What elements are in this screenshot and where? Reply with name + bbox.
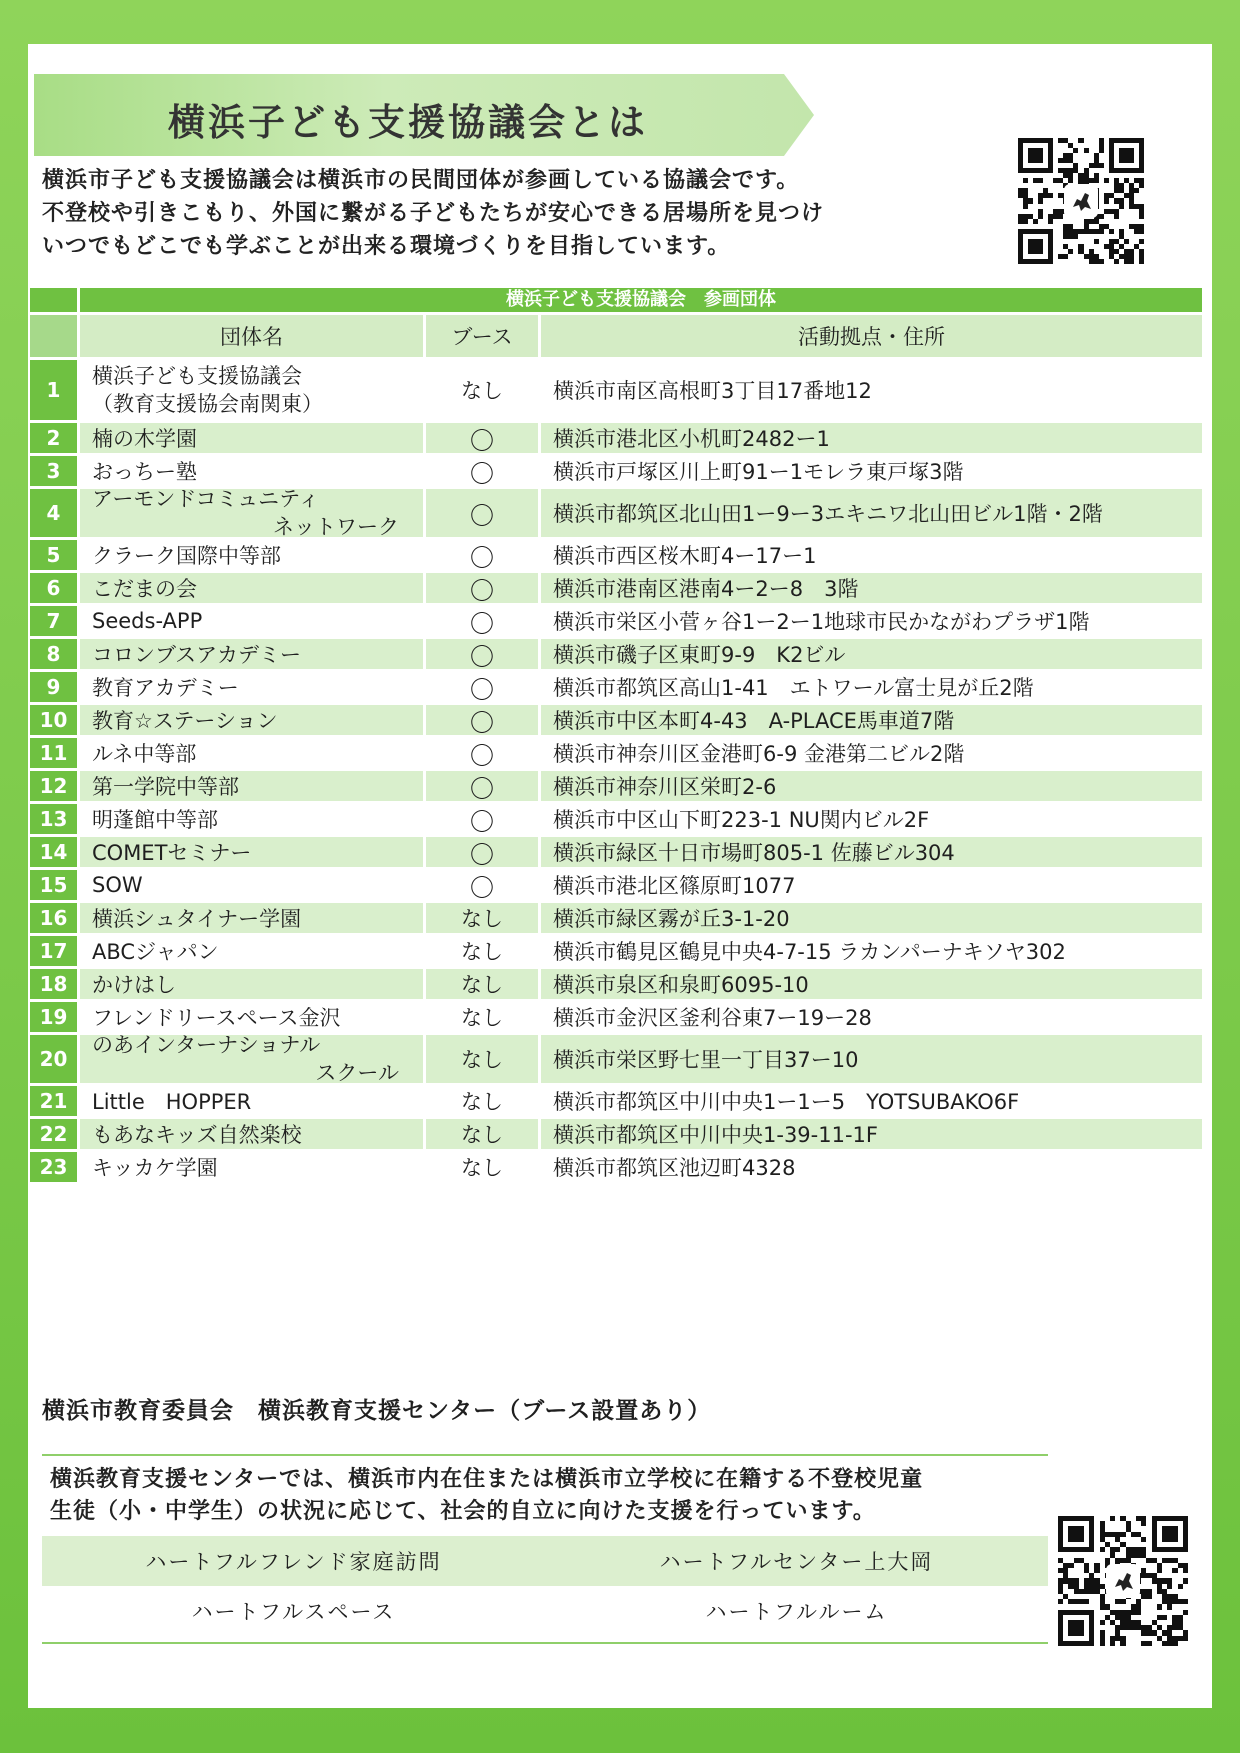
table-row bbox=[30, 804, 1202, 834]
booth-indicator: なし bbox=[426, 1119, 538, 1149]
table-row bbox=[30, 489, 1202, 537]
org-address: 横浜市緑区霧が丘3-1-20 bbox=[541, 903, 1202, 933]
qr-code-icon[interactable] bbox=[1058, 1516, 1188, 1646]
page-title: 横浜子ども支援協議会とは bbox=[168, 101, 648, 144]
org-name bbox=[80, 1035, 423, 1083]
program-item: ハートフルスペース bbox=[191, 1600, 396, 1624]
table-row bbox=[30, 1035, 1202, 1083]
org-address: 横浜市都筑区池辺町4328 bbox=[541, 1152, 1202, 1182]
org-name: 教育☆ステーション bbox=[80, 705, 423, 735]
intro-line: 横浜市子ども支援協議会は横浜市の民間団体が参画している協議会です。 bbox=[42, 168, 800, 193]
row-number: 20 bbox=[30, 1035, 77, 1083]
header-booth: ブース bbox=[426, 315, 538, 357]
org-name: 楠の木学園 bbox=[80, 423, 423, 453]
org-address: 横浜市鶴見区鶴見中央4-7-15 ラカンパーナキソヤ302 bbox=[541, 936, 1202, 966]
row-number: 12 bbox=[30, 771, 77, 801]
org-address: 横浜市中区山下町223-1 NU関内ビル2F bbox=[541, 804, 1202, 834]
row-number: 11 bbox=[30, 738, 77, 768]
program-item: ハートフルセンター上大岡 bbox=[659, 1550, 934, 1574]
row-number: 9 bbox=[30, 672, 77, 702]
org-name-line: （教育支援協会南関東） bbox=[92, 392, 323, 416]
row-number: 22 bbox=[30, 1119, 77, 1149]
center-desc-line: 横浜教育支援センターでは、横浜市内在住または横浜市立学校に在籍する不登校児童 bbox=[50, 1467, 924, 1492]
table-row bbox=[30, 639, 1202, 669]
row-number: 10 bbox=[30, 705, 77, 735]
org-name: フレンドリースペース金沢 bbox=[80, 1002, 423, 1032]
row-number: 4 bbox=[30, 489, 77, 537]
org-name: 第一学院中等部 bbox=[80, 771, 423, 801]
booth-indicator: なし bbox=[426, 936, 538, 966]
org-address: 横浜市都筑区中川中央1-39-11-1F bbox=[541, 1119, 1202, 1149]
org-address: 横浜市神奈川区栄町2-6 bbox=[541, 771, 1202, 801]
booth-indicator: 〇 bbox=[426, 639, 538, 669]
org-address: 横浜市緑区十日市場町805-1 佐藤ビル304 bbox=[541, 837, 1202, 867]
table-row bbox=[30, 969, 1202, 999]
row-number: 19 bbox=[30, 1002, 77, 1032]
booth-indicator: なし bbox=[426, 360, 538, 420]
org-name-line: ネットワーク bbox=[273, 515, 399, 539]
org-address: 横浜市都筑区高山1-41 エトワール富士見が丘2階 bbox=[541, 672, 1202, 702]
header-number-cell bbox=[30, 315, 77, 357]
row-number: 15 bbox=[30, 870, 77, 900]
table-row bbox=[30, 870, 1202, 900]
intro-line: 不登校や引きこもり、外国に繋がる子どもたちが安心できる居場所を見つけ bbox=[42, 201, 825, 226]
booth-indicator: なし bbox=[426, 1152, 538, 1182]
row-number: 16 bbox=[30, 903, 77, 933]
org-address: 横浜市金沢区釜利谷東7ー19ー28 bbox=[541, 1002, 1202, 1032]
org-name bbox=[80, 489, 423, 537]
org-address: 横浜市港南区港南4ー2ー8 3階 bbox=[541, 573, 1202, 603]
org-name: SOW bbox=[80, 870, 423, 900]
booth-indicator: なし bbox=[426, 1035, 538, 1083]
booth-indicator: 〇 bbox=[426, 738, 538, 768]
org-address: 横浜市中区本町4-43 A-PLACE馬車道7階 bbox=[541, 705, 1202, 735]
table-header-row bbox=[30, 315, 1202, 357]
org-address: 横浜市栄区小菅ヶ谷1ー2ー1地球市民かながわプラザ1階 bbox=[541, 606, 1202, 636]
row-number: 1 bbox=[30, 360, 77, 420]
booth-indicator: なし bbox=[426, 969, 538, 999]
row-number: 7 bbox=[30, 606, 77, 636]
org-name-line: 横浜子ども支援協議会 bbox=[92, 364, 302, 388]
booth-indicator: 〇 bbox=[426, 456, 538, 486]
row-number: 17 bbox=[30, 936, 77, 966]
booth-indicator: なし bbox=[426, 1002, 538, 1032]
intro-text bbox=[42, 164, 992, 263]
booth-indicator: 〇 bbox=[426, 606, 538, 636]
table-row bbox=[30, 1002, 1202, 1032]
table-row bbox=[30, 1152, 1202, 1182]
center-description bbox=[42, 1456, 1048, 1528]
divider bbox=[42, 1642, 1048, 1644]
header-name: 団体名 bbox=[80, 315, 423, 357]
org-name: Little HOPPER bbox=[80, 1086, 423, 1116]
table-row bbox=[30, 936, 1202, 966]
table-row bbox=[30, 1119, 1202, 1149]
table-row bbox=[30, 1086, 1202, 1116]
program-row bbox=[42, 1536, 1048, 1586]
booth-indicator: 〇 bbox=[426, 540, 538, 570]
table-row bbox=[30, 423, 1202, 453]
booth-indicator: なし bbox=[426, 903, 538, 933]
row-number: 2 bbox=[30, 423, 77, 453]
org-name: コロンブスアカデミー bbox=[80, 639, 423, 669]
org-name bbox=[80, 360, 423, 420]
table-row bbox=[30, 705, 1202, 735]
intro-line: いつでもどこでも学ぶことが出来る環境づくりを目指しています。 bbox=[42, 234, 731, 259]
table-row bbox=[30, 903, 1202, 933]
table-row bbox=[30, 540, 1202, 570]
org-name: COMETセミナー bbox=[80, 837, 423, 867]
booth-indicator: 〇 bbox=[426, 705, 538, 735]
table-row bbox=[30, 672, 1202, 702]
org-name: ルネ中等部 bbox=[80, 738, 423, 768]
row-number: 14 bbox=[30, 837, 77, 867]
org-address: 横浜市都筑区北山田1ー9ー3エキニワ北山田ビル1階・2階 bbox=[541, 489, 1202, 537]
org-name-line: アーモンドコミュニティ bbox=[92, 487, 320, 511]
center-box bbox=[42, 1454, 1048, 1644]
row-number: 3 bbox=[30, 456, 77, 486]
program-item: ハートフルフレンド家庭訪問 bbox=[145, 1550, 442, 1574]
table-body bbox=[30, 360, 1202, 1182]
dinosaur-icon bbox=[1064, 184, 1098, 218]
member-table bbox=[30, 288, 1202, 1182]
org-name: キッカケ学園 bbox=[80, 1152, 423, 1182]
booth-indicator: 〇 bbox=[426, 423, 538, 453]
org-name: クラーク国際中等部 bbox=[80, 540, 423, 570]
center-desc-line: 生徒（小・中学生）の状況に応じて、社会的自立に向けた支援を行っています。 bbox=[50, 1499, 876, 1524]
booth-indicator: 〇 bbox=[426, 489, 538, 537]
caption-spacer bbox=[30, 288, 77, 312]
qr-code-icon[interactable] bbox=[1018, 138, 1144, 264]
row-number: 23 bbox=[30, 1152, 77, 1182]
org-name-line: のあインターナショナル bbox=[92, 1033, 321, 1057]
booth-indicator: 〇 bbox=[426, 672, 538, 702]
dinosaur-icon bbox=[1106, 1564, 1140, 1598]
program-grid bbox=[42, 1536, 1048, 1636]
booth-indicator: 〇 bbox=[426, 804, 538, 834]
table-row bbox=[30, 360, 1202, 420]
org-name: もあなキッズ自然楽校 bbox=[80, 1119, 423, 1149]
row-number: 5 bbox=[30, 540, 77, 570]
row-number: 8 bbox=[30, 639, 77, 669]
org-name: 教育アカデミー bbox=[80, 672, 423, 702]
org-name: おっちー塾 bbox=[80, 456, 423, 486]
org-address: 横浜市西区桜木町4ー17ー1 bbox=[541, 540, 1202, 570]
row-number: 6 bbox=[30, 573, 77, 603]
org-address: 横浜市都筑区中川中央1ー1ー5 YOTSUBAKO6F bbox=[541, 1086, 1202, 1116]
org-name-line: スクール bbox=[315, 1061, 399, 1085]
org-name: かけはし bbox=[80, 969, 423, 999]
table-row bbox=[30, 771, 1202, 801]
program-item: ハートフルルーム bbox=[705, 1600, 888, 1624]
center-heading: 横浜市教育委員会 横浜教育支援センター（ブース設置あり） bbox=[42, 1398, 712, 1424]
booth-indicator: 〇 bbox=[426, 573, 538, 603]
row-number: 13 bbox=[30, 804, 77, 834]
table-row bbox=[30, 738, 1202, 768]
table-row bbox=[30, 573, 1202, 603]
org-name: こだまの会 bbox=[80, 573, 423, 603]
table-caption: 横浜子ども支援協議会 参画団体 bbox=[80, 288, 1202, 312]
org-name: 明蓬館中等部 bbox=[80, 804, 423, 834]
org-address: 横浜市港北区小机町2482ー1 bbox=[541, 423, 1202, 453]
org-address: 横浜市港北区篠原町1077 bbox=[541, 870, 1202, 900]
org-address: 横浜市泉区和泉町6095-10 bbox=[541, 969, 1202, 999]
org-address: 横浜市栄区野七里一丁目37ー10 bbox=[541, 1035, 1202, 1083]
row-number: 18 bbox=[30, 969, 77, 999]
table-row bbox=[30, 456, 1202, 486]
header-address: 活動拠点・住所 bbox=[541, 315, 1202, 357]
org-address: 横浜市南区高根町3丁目17番地12 bbox=[541, 360, 1202, 420]
org-address: 横浜市神奈川区金港町6-9 金港第二ビル2階 bbox=[541, 738, 1202, 768]
table-caption-row bbox=[30, 288, 1202, 312]
org-name: ABCジャパン bbox=[80, 936, 423, 966]
org-name: Seeds-APP bbox=[80, 606, 423, 636]
table-row bbox=[30, 606, 1202, 636]
org-name: 横浜シュタイナー学園 bbox=[80, 903, 423, 933]
booth-indicator: なし bbox=[426, 1086, 538, 1116]
booth-indicator: 〇 bbox=[426, 870, 538, 900]
booth-indicator: 〇 bbox=[426, 771, 538, 801]
org-address: 横浜市磯子区東町9-9 K2ビル bbox=[541, 639, 1202, 669]
program-row bbox=[42, 1586, 1048, 1636]
row-number: 21 bbox=[30, 1086, 77, 1116]
table-row bbox=[30, 837, 1202, 867]
booth-indicator: 〇 bbox=[426, 837, 538, 867]
org-address: 横浜市戸塚区川上町91ー1モレラ東戸塚3階 bbox=[541, 456, 1202, 486]
